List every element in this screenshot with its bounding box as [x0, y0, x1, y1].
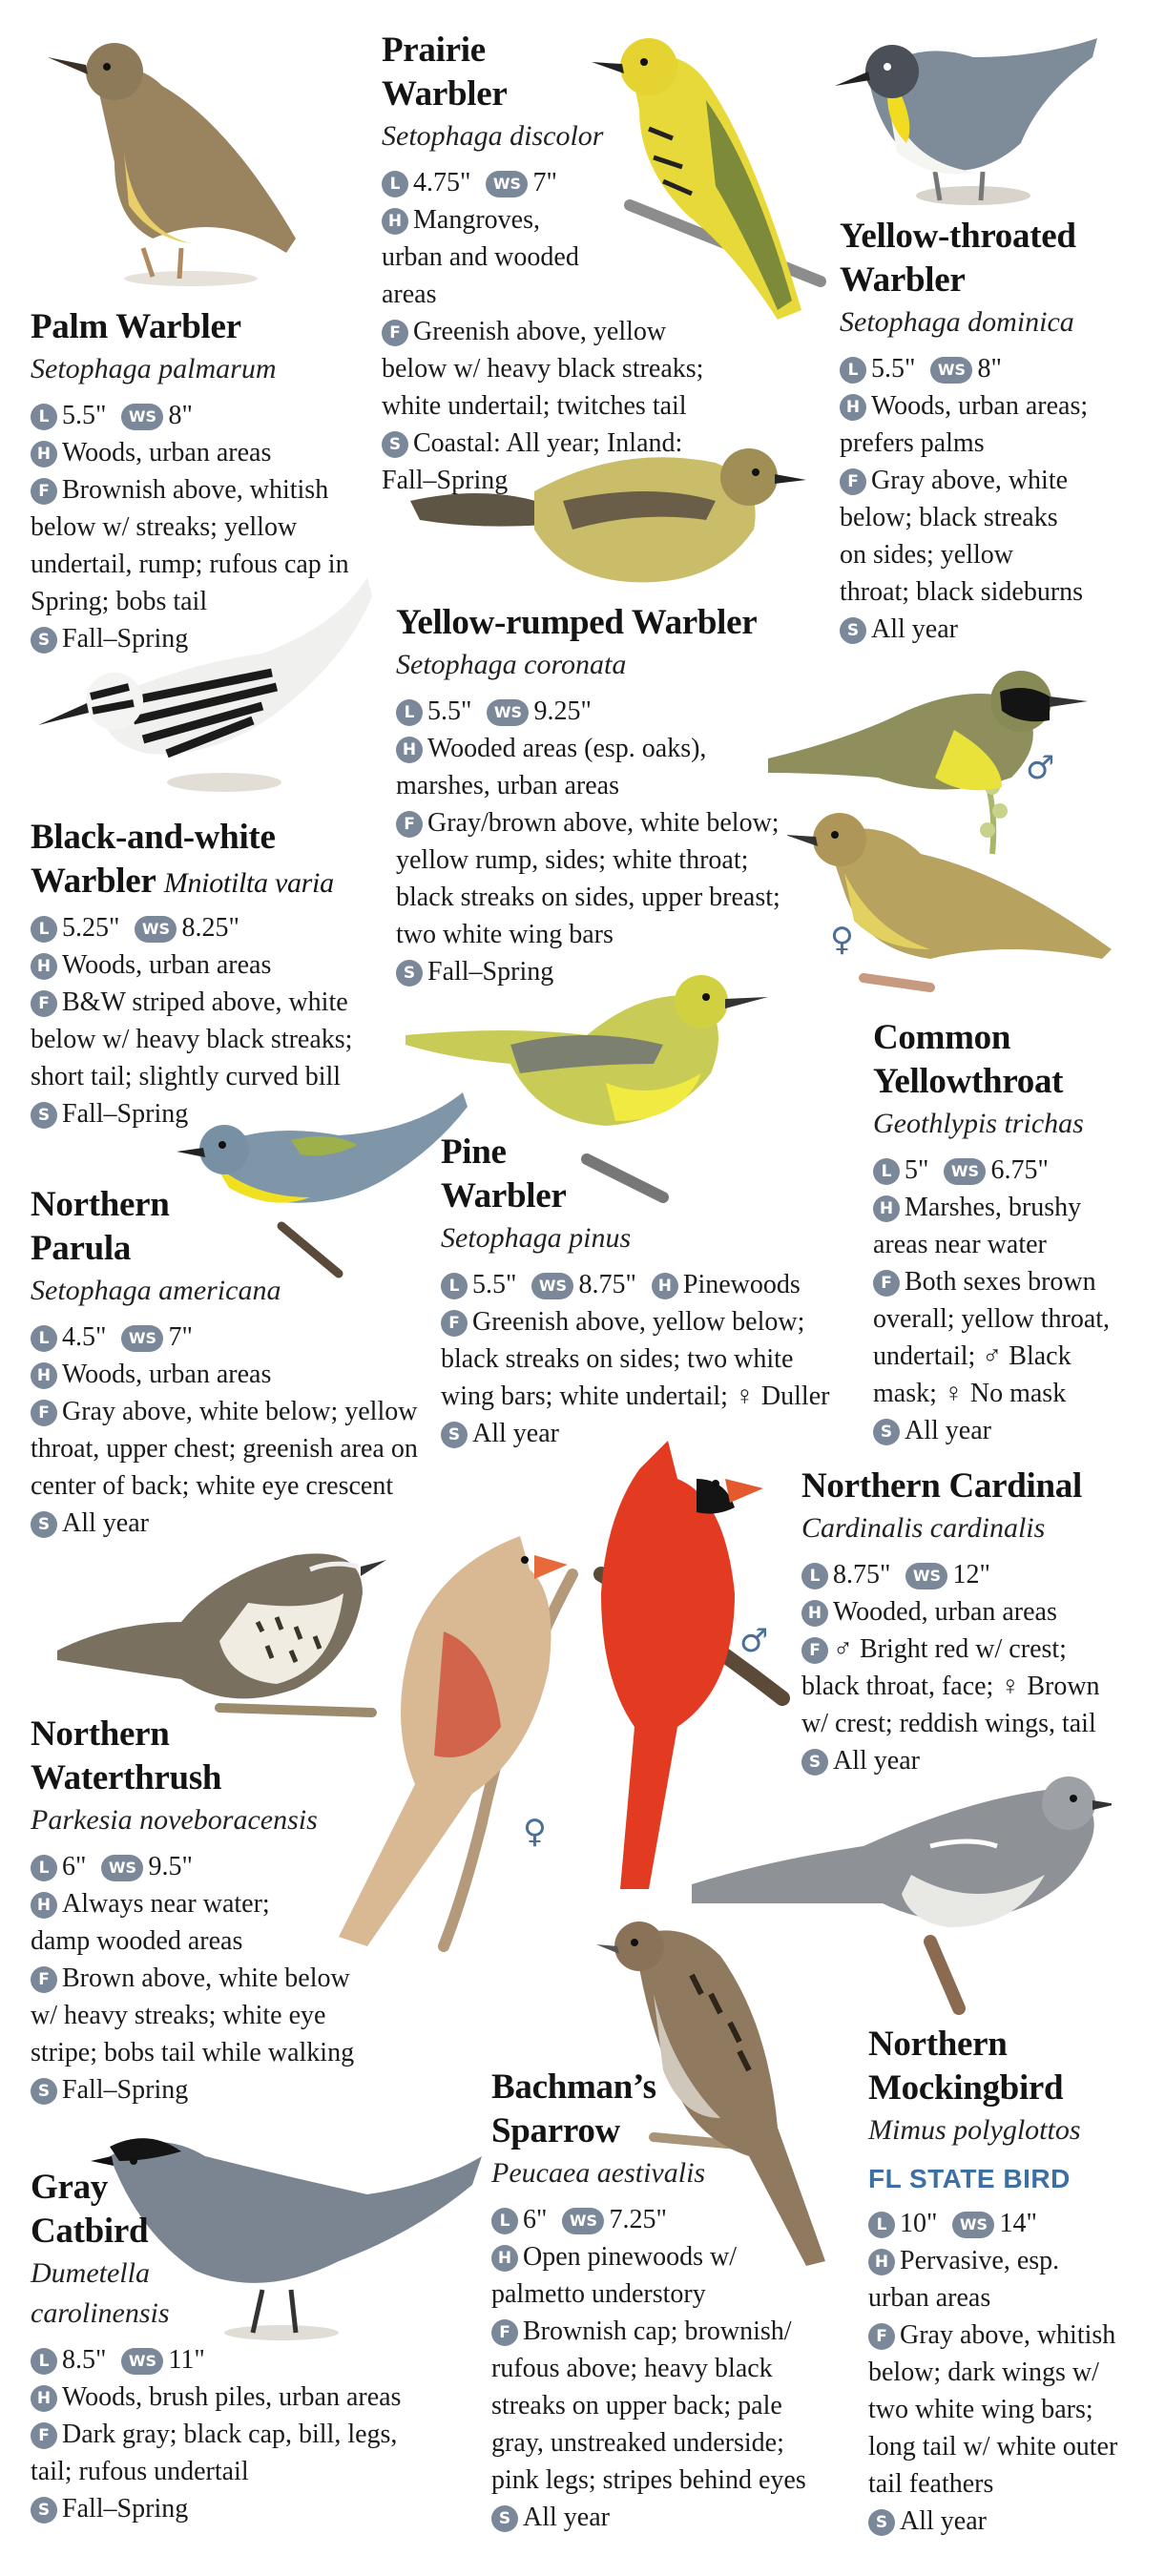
gray-catbird-features: F Dark gray; black cap, bill, legs, tail; rufous undertail	[31, 2420, 398, 2486]
yellow-rumped-warbler-season: S Fall–Spring	[396, 953, 797, 990]
yellow-rumped-warbler-size: L 5.5" WS 9.25"	[396, 693, 797, 730]
gray-catbird-size: L 8.5" WS 11"	[31, 2341, 431, 2379]
common-yellowthroat-habitat: H Marshes, brushy areas near water	[873, 1193, 1082, 1259]
palm-warbler-scientific: Setophaga palmarum	[31, 353, 277, 384]
northern-cardinal-entry	[801, 1465, 1126, 1779]
wingspan-badge: WS	[135, 916, 177, 943]
female-symbol-yellowthroat: ♀	[830, 921, 854, 959]
length-badge: L	[382, 171, 408, 197]
northern-mockingbird-entry	[868, 2023, 1145, 2540]
black-and-white-warbler-habitat: H Woods, urban areas	[31, 946, 393, 984]
yellow-throated-warbler-name: Yellow-throated Warbler	[840, 217, 1076, 300]
length-badge: L	[31, 1855, 57, 1881]
bachmans-sparrow-scientific: Peucaea aestivalis	[491, 2157, 706, 2189]
male-symbol-cardinal: ♂	[739, 1622, 769, 1660]
black-and-white-warbler-season: S Fall–Spring	[31, 1095, 393, 1132]
black-and-white-warbler-name: Black-and-white Warbler Mniotilta varia	[31, 818, 334, 901]
season-badge: S	[396, 960, 423, 987]
female-symbol-cardinal: ♀	[523, 1813, 547, 1851]
prairie-warbler-size: L 4.75" WS 7"	[382, 164, 735, 201]
yellow-rumped-warbler-name: Yellow-rumped Warbler	[396, 603, 758, 642]
season-badge: S	[868, 2509, 895, 2536]
northern-mockingbird-features: F Gray above, whitish below; dark wings w/ two white wing bars; long tail w/ white outer tail feathers	[868, 2320, 1118, 2499]
pine-warbler-name: Pine Warbler	[441, 1132, 567, 1215]
gray-catbird-entry	[31, 2166, 431, 2527]
northern-waterthrush-entry	[31, 1713, 379, 2109]
wingspan-badge: WS	[121, 2348, 163, 2375]
pine-warbler-season: S All year	[441, 1415, 861, 1452]
features-badge: F	[31, 478, 57, 505]
season-badge: S	[31, 2497, 57, 2524]
bachmans-sparrow-name: Bachman’s Sparrow	[491, 2067, 656, 2150]
northern-cardinal-features: F ♂ Bright red w/ crest; black throat, face; ♀ Brown w/ crest; reddish wings, tail	[801, 1634, 1100, 1738]
wingspan-badge: WS	[905, 1563, 947, 1589]
habitat-badge: H	[801, 1600, 828, 1627]
northern-waterthrush-season: S Fall–Spring	[31, 2071, 379, 2109]
northern-mockingbird-habitat: H Pervasive, esp. urban areas	[868, 2246, 1060, 2313]
wingspan-badge: WS	[487, 699, 529, 726]
length-badge: L	[491, 2208, 518, 2234]
length-badge: L	[31, 404, 57, 430]
features-badge: F	[801, 1637, 828, 1664]
bachmans-sparrow-habitat: H Open pinewoods w/ palmetto understory	[491, 2242, 737, 2309]
northern-cardinal-scientific: Cardinalis cardinalis	[801, 1512, 1046, 1544]
features-badge: F	[840, 468, 866, 495]
northern-waterthrush-habitat: H Always near water; damp wooded areas	[31, 1889, 270, 1956]
wingspan-badge: WS	[562, 2208, 604, 2234]
wingspan-badge: WS	[121, 1325, 163, 1352]
yellow-throated-warbler-entry	[840, 215, 1126, 648]
bachmans-sparrow-entry	[491, 2066, 830, 2536]
season-badge: S	[31, 627, 57, 654]
length-badge: L	[801, 1563, 828, 1589]
habitat-badge: H	[31, 1892, 57, 1919]
length-badge: L	[31, 1325, 57, 1352]
northern-cardinal-size: L 8.75" WS 12"	[801, 1556, 1126, 1593]
yellow-rumped-warbler-entry	[396, 601, 797, 990]
male-symbol-yellowthroat: ♂	[1026, 749, 1055, 787]
northern-parula-entry	[31, 1183, 455, 1542]
common-yellowthroat-entry	[873, 1016, 1140, 1449]
pine-warbler-scientific: Setophaga pinus	[441, 1222, 632, 1254]
yellow-rumped-warbler-habitat: H Wooded areas (esp. oaks), marshes, urban areas	[396, 734, 707, 800]
prairie-warbler-features: F Greenish above, yellow below w/ heavy black streaks; white undertail; twitches tail	[382, 317, 704, 421]
wingspan-badge: WS	[531, 1273, 573, 1299]
prairie-warbler-habitat: H Mangroves, urban and wooded areas	[382, 205, 579, 309]
northern-waterthrush-name: Northern Waterthrush	[31, 1714, 222, 1797]
pine-warbler-features: F Greenish above, yellow below; black streaks on sides; two white wing bars; white undertail; ♀ Duller	[441, 1307, 830, 1411]
length-badge: L	[873, 1158, 900, 1185]
wingspan-badge: WS	[952, 2212, 994, 2238]
season-badge: S	[31, 1102, 57, 1129]
season-badge: S	[382, 431, 408, 458]
length-badge: L	[441, 1273, 468, 1299]
palm-warbler-season: S Fall–Spring	[31, 620, 355, 657]
habitat-badge: H	[31, 1362, 57, 1389]
yellow-throated-warbler-size: L 5.5" WS 8"	[840, 350, 1126, 387]
northern-waterthrush-illustration	[57, 1517, 386, 1732]
palm-warbler-illustration	[38, 19, 353, 296]
features-badge: F	[873, 1270, 900, 1297]
northern-cardinal-habitat: H Wooded, urban areas	[801, 1593, 1126, 1631]
features-badge: F	[31, 2422, 57, 2449]
features-badge: F	[868, 2323, 895, 2350]
northern-waterthrush-scientific: Parkesia noveboracensis	[31, 1804, 318, 1836]
palm-warbler-size: L 5.5" WS 8"	[31, 397, 355, 434]
yellow-throated-warbler-season: S All year	[840, 611, 1126, 648]
gray-catbird-name: Gray Catbird	[31, 2168, 149, 2251]
northern-cardinal-name: Northern Cardinal	[801, 1466, 1082, 1506]
pine-warbler-habitat: Pinewoods	[682, 1270, 801, 1299]
northern-parula-habitat: H Woods, urban areas	[31, 1356, 455, 1393]
yellow-throated-warbler-illustration	[830, 19, 1107, 210]
length-badge: L	[31, 916, 57, 943]
season-badge: S	[840, 617, 866, 644]
black-and-white-warbler-size: L 5.25" WS 8.25"	[31, 909, 393, 946]
yellow-rumped-warbler-features: F Gray/brown above, white below; yellow rump, sides; white throat; black streaks on sides, upper breast; two white wing bars	[396, 808, 780, 949]
gray-catbird-season: S Fall–Spring	[31, 2490, 431, 2527]
palm-warbler-name: Palm Warbler	[31, 307, 241, 346]
northern-waterthrush-size: L 6" WS 9.5"	[31, 1848, 379, 1885]
yellow-rumped-warbler-scientific: Setophaga coronata	[396, 649, 627, 680]
bachmans-sparrow-features: F Brownish cap; brownish/ rufous above; heavy black streaks on upper back; pale gray, unstreaked underside; pink legs; stripes behind eyes	[491, 2316, 806, 2495]
length-badge: L	[840, 357, 866, 384]
state-bird-label: FL STATE BIRD	[868, 2164, 1071, 2193]
season-badge: S	[441, 1422, 468, 1448]
gray-catbird-habitat: H Woods, brush piles, urban areas	[31, 2379, 431, 2416]
common-yellowthroat-size: L 5" WS 6.75"	[873, 1152, 1140, 1189]
gray-catbird-scientific: Dumetella carolinensis	[31, 2257, 170, 2329]
length-badge: L	[396, 699, 423, 726]
habitat-badge: H	[840, 394, 866, 421]
northern-parula-name: Northern Parula	[31, 1185, 170, 1268]
wingspan-badge: WS	[121, 404, 163, 430]
habitat-badge: H	[652, 1273, 678, 1299]
common-yellowthroat-features: F Both sexes brown overall; yellow throat, undertail; ♂ Black mask; ♀ No mask	[873, 1267, 1111, 1408]
prairie-warbler-entry	[382, 29, 735, 499]
wingspan-badge: WS	[944, 1158, 986, 1185]
features-badge: F	[382, 320, 408, 346]
features-badge: F	[441, 1310, 468, 1337]
habitat-badge: H	[873, 1195, 900, 1222]
habitat-badge: H	[382, 208, 408, 235]
season-badge: S	[31, 2078, 57, 2105]
common-yellowthroat-scientific: Geothlypis trichas	[873, 1108, 1084, 1139]
features-badge: F	[31, 1966, 57, 1993]
habitat-badge: H	[868, 2249, 895, 2275]
habitat-badge: H	[31, 441, 57, 467]
prairie-warbler-scientific: Setophaga discolor	[382, 120, 604, 152]
habitat-badge: H	[396, 737, 423, 763]
northern-mockingbird-size: L 10" WS 14"	[868, 2205, 1145, 2242]
black-and-white-warbler-entry	[31, 816, 393, 1132]
season-badge: S	[873, 1419, 900, 1445]
prairie-warbler-name: Prairie Warbler	[382, 31, 508, 114]
yellow-throated-warbler-habitat: H Woods, urban areas; prefers palms	[840, 391, 1089, 458]
features-badge: F	[31, 1400, 57, 1426]
season-badge: S	[491, 2505, 518, 2532]
season-badge: S	[31, 1511, 57, 1538]
features-badge: F	[491, 2319, 518, 2346]
northern-waterthrush-features: F Brown above, white below w/ heavy streaks; white eye stripe; bobs tail while walking	[31, 1963, 355, 2067]
habitat-badge: H	[491, 2245, 518, 2272]
season-badge: S	[801, 1749, 828, 1776]
northern-cardinal-season: S All year	[801, 1742, 1126, 1779]
pine-warbler-size: L 5.5" WS 8.75" H Pinewoods	[441, 1266, 861, 1303]
yellow-throated-warbler-scientific: Setophaga dominica	[840, 306, 1074, 338]
northern-parula-scientific: Setophaga americana	[31, 1275, 281, 1306]
palm-warbler-features: F Brownish above, whitish below w/ streaks; yellow undertail, rump; rufous cap in Spring; bobs tail	[31, 475, 349, 616]
yellow-throated-warbler-features: F Gray above, white below; black streaks on sides; yellow throat; black sideburns	[840, 466, 1084, 607]
bachmans-sparrow-size: L 6" WS 7.25"	[491, 2201, 830, 2238]
bachmans-sparrow-season: S All year	[491, 2499, 830, 2536]
northern-parula-season: S All year	[31, 1505, 455, 1542]
northern-parula-features: F Gray above, white below; yellow throat, upper chest; greenish area on center of back; white eye crescent	[31, 1397, 418, 1501]
common-yellowthroat-season: S All year	[873, 1412, 1140, 1449]
pine-warbler-entry	[441, 1131, 861, 1452]
length-badge: L	[31, 2348, 57, 2375]
length-badge: L	[868, 2212, 895, 2238]
wingspan-badge: WS	[486, 171, 528, 197]
wingspan-badge: WS	[930, 357, 972, 384]
black-and-white-warbler-features: F B&W striped above, white below w/ heavy black streaks; short tail; slightly curved bill	[31, 987, 353, 1091]
northern-mockingbird-name: Northern Mockingbird	[868, 2025, 1064, 2108]
palm-warbler-entry	[31, 305, 355, 657]
northern-parula-size: L 4.5" WS 7"	[31, 1319, 455, 1356]
common-yellowthroat-name: Common Yellowthroat	[873, 1018, 1064, 1101]
features-badge: F	[31, 990, 57, 1017]
common-yellowthroat-female-illustration	[787, 806, 1121, 997]
habitat-badge: H	[31, 2385, 57, 2412]
features-badge: F	[396, 811, 423, 838]
habitat-badge: H	[31, 953, 57, 980]
northern-mockingbird-season: S All year	[868, 2503, 1145, 2540]
wingspan-badge: WS	[101, 1855, 143, 1881]
palm-warbler-habitat: H Woods, urban areas	[31, 434, 355, 471]
black-and-white-warbler-scientific: Mniotilta varia	[163, 867, 334, 899]
prairie-warbler-season: S Coastal: All year; Inland: Fall–Spring	[382, 428, 683, 495]
northern-mockingbird-scientific: Mimus polyglottos	[868, 2114, 1081, 2146]
